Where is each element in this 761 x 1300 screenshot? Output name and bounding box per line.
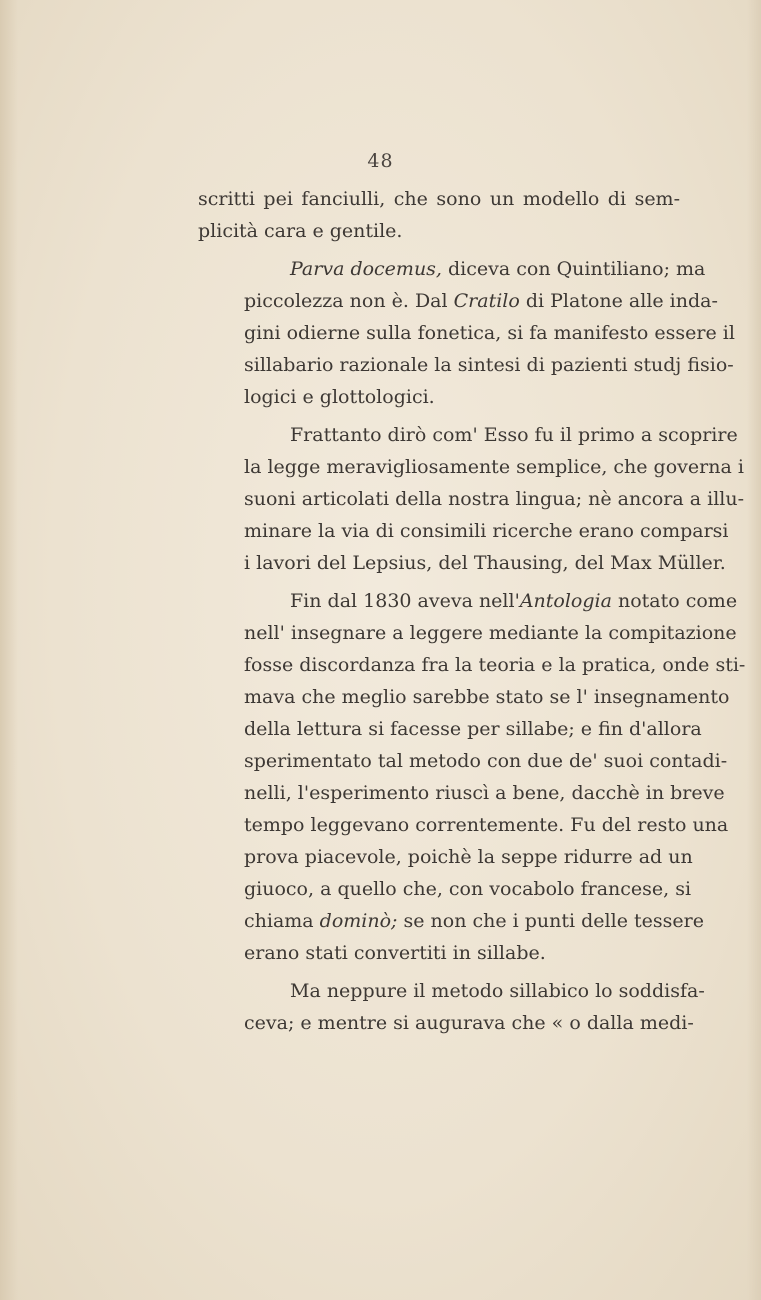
text-run: Frattanto dirò com' Esso fu il primo a scoprire bbox=[290, 424, 738, 446]
text-run: la legge meravigliosamente semplice, che governa i bbox=[244, 456, 744, 478]
text-line bbox=[198, 937, 680, 969]
text-line bbox=[198, 1007, 694, 1039]
text-run: nelli, l'esperimento riuscì a bene, dacchè in breve bbox=[244, 782, 725, 804]
text-run: tempo leggevano correntemente. Fu del resto una bbox=[244, 814, 729, 836]
text-line bbox=[198, 183, 680, 215]
text-run: nell' insegnare a leggere mediante la compitazione bbox=[244, 622, 737, 644]
text-run: notato come bbox=[611, 590, 738, 612]
paragraph-p4 bbox=[198, 585, 746, 969]
paragraph-p2 bbox=[198, 253, 735, 413]
text-line bbox=[198, 317, 735, 349]
text-run: se non che i punti delle tessere bbox=[397, 910, 704, 932]
text-line bbox=[198, 809, 729, 841]
text-line bbox=[198, 547, 726, 579]
text-line bbox=[198, 215, 680, 247]
text-run: gini odierne sulla fonetica, si fa manifesto essere il bbox=[244, 322, 735, 344]
text-run: Ma neppure il metodo sillabico lo soddisfa- bbox=[290, 980, 705, 1002]
text-line bbox=[198, 649, 746, 681]
text-line bbox=[198, 777, 725, 809]
text-line bbox=[198, 873, 692, 905]
text-line bbox=[198, 905, 704, 937]
paragraph-p5 bbox=[198, 975, 705, 1039]
text-line bbox=[198, 285, 718, 317]
text-line bbox=[198, 381, 680, 413]
text-line bbox=[198, 253, 706, 285]
text-line bbox=[198, 483, 745, 515]
text-run: mava che meglio sarebbe stato se l' insegnamento bbox=[244, 686, 730, 708]
text-run: diceva con Quintiliano; ma bbox=[441, 258, 706, 280]
text-run: prova piacevole, poichè la seppe ridurre ad un bbox=[244, 846, 693, 868]
text-run: i lavori del Lepsius, del Thausing, del Max Müller. bbox=[244, 552, 726, 574]
body-text bbox=[198, 183, 746, 1039]
text-run: ceva; e mentre si augurava che « o dalla medi- bbox=[244, 1012, 694, 1034]
text-run: sperimentato tal metodo con due de' suoi contadi- bbox=[244, 750, 728, 772]
text-line bbox=[198, 713, 702, 745]
italic-text-run: Cratilo bbox=[453, 290, 520, 312]
text-run: della lettura si facesse per sillabe; e fin d'allora bbox=[244, 718, 702, 740]
text-run: minare la via di consimili ricerche erano comparsi bbox=[244, 520, 729, 542]
text-line bbox=[198, 451, 744, 483]
text-run: Fin dal 1830 aveva nell' bbox=[290, 590, 520, 612]
text-run: chiama bbox=[244, 910, 320, 932]
text-run: giuoco, a quello che, con vocabolo francese, si bbox=[244, 878, 692, 900]
text-run: piccolezza non è. Dal bbox=[244, 290, 454, 312]
text-run: di Platone alle inda- bbox=[519, 290, 718, 312]
text-line bbox=[198, 975, 705, 1007]
text-run: erano stati convertiti in sillabe. bbox=[244, 942, 546, 964]
italic-text-run: dominò; bbox=[319, 910, 398, 932]
text-run: scritti pei fanciulli, che sono un modello di sem- bbox=[198, 188, 680, 210]
text-run: fosse discordanza fra la teoria e la pratica, onde sti- bbox=[244, 654, 746, 676]
text-run: suoni articolati della nostra lingua; nè ancora a illu- bbox=[244, 488, 745, 510]
text-run: sillabario razionale la sintesi di pazienti studj fisio- bbox=[244, 354, 734, 376]
text-line bbox=[198, 419, 738, 451]
paragraph-p1 bbox=[198, 183, 680, 247]
italic-text-run: Antologia bbox=[519, 590, 612, 612]
page-edge-shadow-right bbox=[747, 0, 761, 1300]
text-line bbox=[198, 349, 734, 381]
page-number: 48 bbox=[367, 150, 394, 172]
text-line bbox=[198, 841, 693, 873]
text-line bbox=[198, 515, 729, 547]
text-line bbox=[198, 745, 728, 777]
italic-text-run: Parva docemus, bbox=[290, 258, 442, 280]
text-line bbox=[198, 585, 738, 617]
paragraph-p3 bbox=[198, 419, 745, 579]
text-run: plicità cara e gentile. bbox=[198, 220, 403, 242]
text-line bbox=[198, 617, 737, 649]
text-run: logici e glottologici. bbox=[244, 386, 435, 408]
text-line bbox=[198, 681, 730, 713]
page-edge-shadow-left bbox=[0, 0, 18, 1300]
